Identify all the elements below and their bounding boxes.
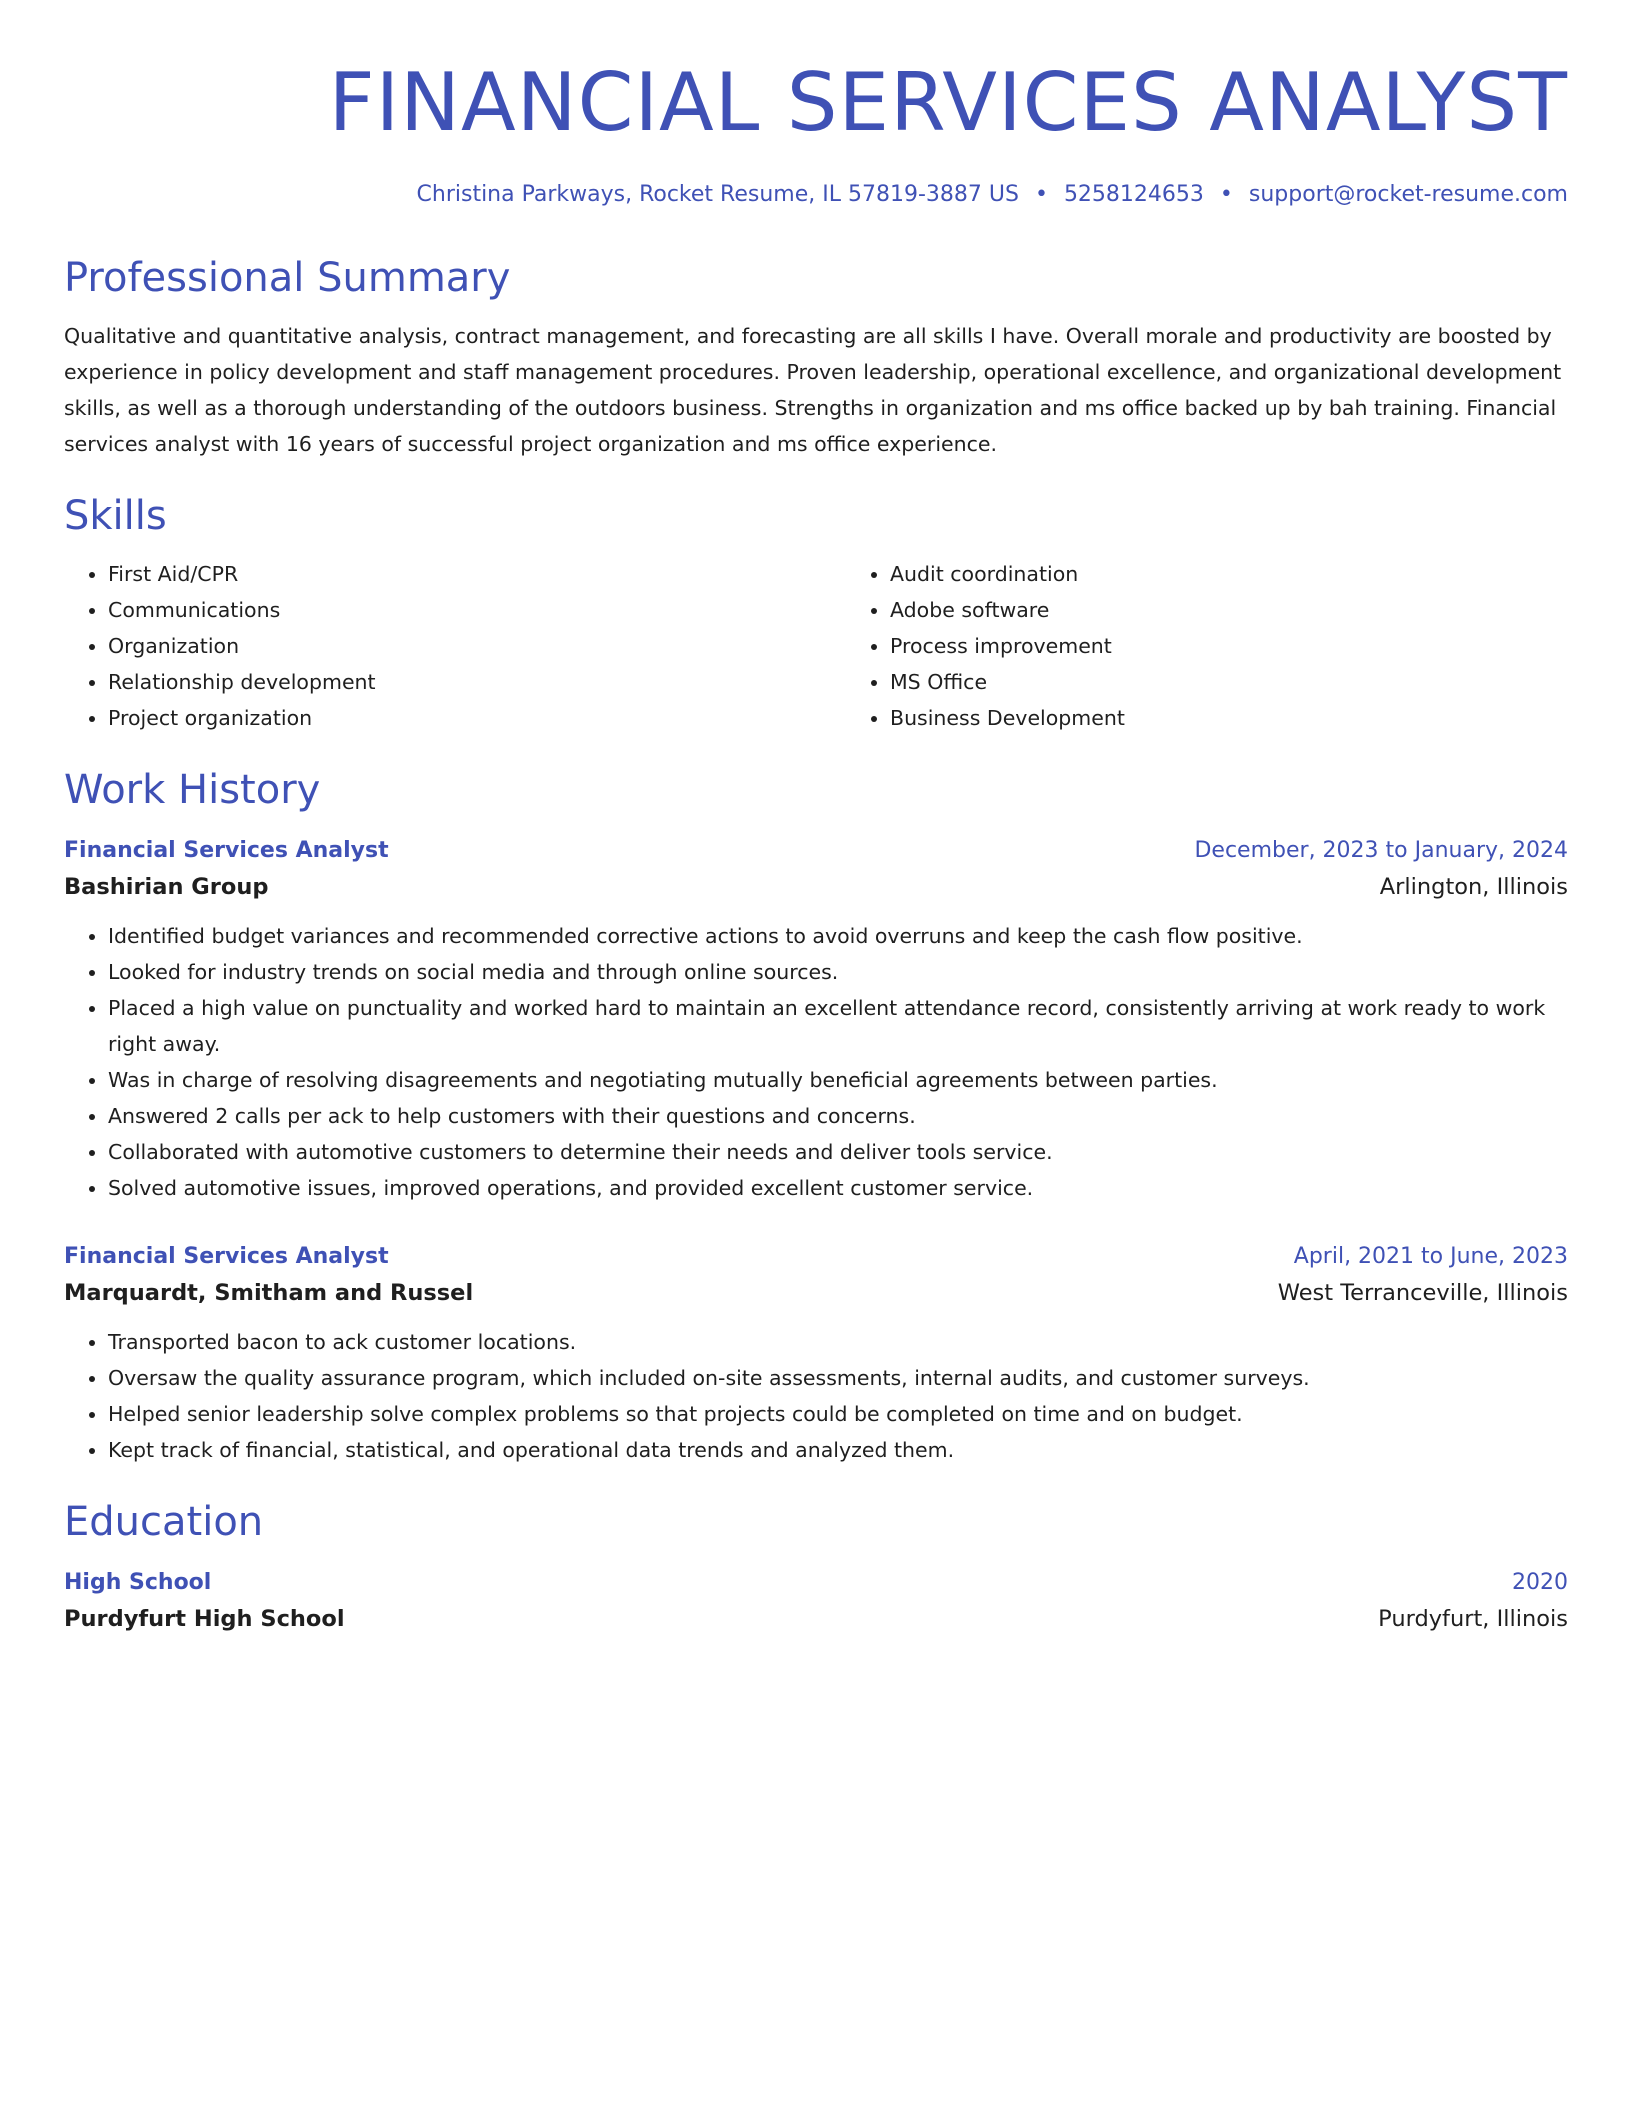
job-dates: April, 2021 to June, 2023	[1293, 1244, 1568, 1269]
job-bullet: • Placed a high value on punctuality and worked hard to maintain an excellent attendance record, consistently arriving at work ready to work right away.	[108, 990, 1568, 1062]
job-employer: Bashirian Group	[64, 874, 269, 900]
skill-item: • Business Development	[890, 700, 1125, 736]
job-bullet: • Was in charge of resolving disagreements and negotiating mutually beneficial agreements between parties.	[108, 1062, 1568, 1098]
job-location: Arlington, Illinois	[1379, 874, 1568, 900]
skill-item: • Communications	[108, 592, 846, 628]
job-bullet: • Transported bacon to ack customer locations.	[108, 1324, 1568, 1360]
job-bullet: • Solved automotive issues, improved operations, and provided excellent customer service.	[108, 1170, 1568, 1206]
work-history-section	[64, 766, 1568, 1468]
education-location: Purdyfurt, Illinois	[1378, 1606, 1568, 1632]
skill-item: • Process improvement	[890, 628, 1125, 664]
summary-text: Qualitative and quantitative analysis, contract management, and forecasting are all skills I have. Overall morale and productivity are boosted by experience in policy development and staff management procedures. Proven leadership, operational excellence, and organizational development skills, as well as a thorough understanding of the outdoors business. Strengths in organization and ms office backed up by bah training. Financial services analyst with 16 years of successful project organization and ms office experience.	[64, 324, 1562, 456]
work-history-heading: Work History	[64, 767, 321, 813]
summary-heading: Professional Summary	[64, 255, 511, 301]
skills-list-right	[846, 556, 1125, 736]
contact-phone: 5258124653	[1063, 182, 1204, 207]
job-bullet: • Identified budget variances and recommended corrective actions to avoid overruns and keep the cash flow positive.	[108, 918, 1568, 954]
job-employer: Marquardt, Smitham and Russel	[64, 1280, 474, 1306]
skill-item: • First Aid/CPR	[108, 556, 846, 592]
contact-email[interactable]: support@rocket-resume.com	[1248, 182, 1568, 207]
job-dates: December, 2023 to January, 2024	[1194, 838, 1568, 863]
contact-separator: •	[1219, 182, 1233, 207]
job-title-row	[64, 1240, 1568, 1274]
skills-list-left	[64, 556, 846, 736]
education-degree: High School	[64, 1570, 212, 1595]
job-bullet: • Kept track of financial, statistical, and operational data trends and analyzed them.	[108, 1432, 1568, 1468]
skill-item: • MS Office	[890, 664, 1125, 700]
education-school: Purdyfurt High School	[64, 1606, 345, 1632]
skill-item: • Project organization	[108, 700, 846, 736]
summary-section	[64, 254, 1568, 462]
job-bullet: • Helped senior leadership solve complex problems so that projects could be completed on time and on budget.	[108, 1396, 1568, 1432]
job-entry	[64, 834, 1568, 1206]
job-title: Financial Services Analyst	[64, 838, 389, 863]
skills-heading: Skills	[64, 493, 167, 539]
education-degree-row	[64, 1566, 1568, 1600]
job-bullet: • Oversaw the quality assurance program, which included on-site assessments, internal audits, and customer surveys.	[108, 1360, 1568, 1396]
education-entry	[64, 1566, 1568, 1638]
skill-item: • Audit coordination	[890, 556, 1125, 592]
skill-item: • Adobe software	[890, 592, 1125, 628]
job-bullets	[64, 918, 1568, 1206]
job-employer-row	[64, 868, 1568, 906]
education-section	[64, 1498, 1568, 1638]
job-bullets	[64, 1324, 1568, 1468]
job-bullet: • Answered 2 calls per ack to help customers with their questions and concerns.	[108, 1098, 1568, 1134]
job-title-row	[64, 834, 1568, 868]
education-heading: Education	[64, 1499, 264, 1545]
resume-title: FINANCIAL SERVICES ANALYST	[328, 56, 1568, 149]
resume-header	[64, 56, 1568, 210]
contact-separator: •	[1034, 182, 1048, 207]
education-year: 2020	[1512, 1570, 1568, 1595]
skill-item: • Relationship development	[108, 664, 846, 700]
job-entry	[64, 1240, 1568, 1468]
job-employer-row	[64, 1274, 1568, 1312]
job-bullet: • Looked for industry trends on social media and through online sources.	[108, 954, 1568, 990]
job-location: West Terranceville, Illinois	[1277, 1280, 1568, 1306]
skills-columns	[64, 556, 1568, 736]
skills-section	[64, 492, 1568, 736]
job-bullet: • Collaborated with automotive customers to determine their needs and deliver tools service.	[108, 1134, 1568, 1170]
job-title: Financial Services Analyst	[64, 1244, 389, 1269]
contact-line	[64, 180, 1568, 210]
contact-address: Christina Parkways, Rocket Resume, IL 57819-3887 US	[416, 182, 1019, 207]
skill-item: • Organization	[108, 628, 846, 664]
education-school-row	[64, 1600, 1568, 1638]
